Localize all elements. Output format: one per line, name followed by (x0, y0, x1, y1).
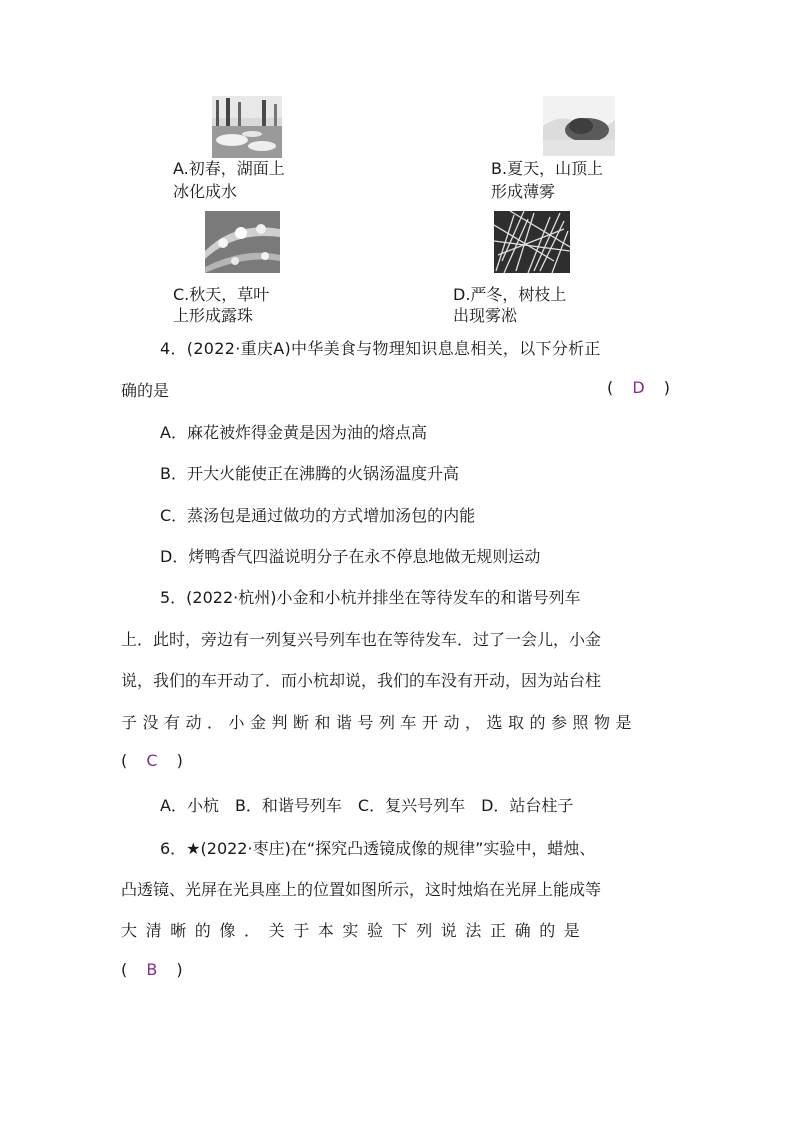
option-a-line1: A.初春，湖面上 (173, 159, 285, 178)
paren-close: ) (663, 378, 671, 397)
paren-close: ) (176, 960, 183, 979)
rime-branches-photo (494, 211, 570, 273)
paren-open: ( (121, 960, 128, 979)
q5-stem-line3: 说，我们的车开动了．而小杭却说，我们的车没有开动，因为站台柱 (121, 671, 602, 690)
q5-stem-line2: 上．此时，旁边有一列复兴号列车也在等待发车．过了一会儿，小金 (121, 630, 602, 649)
q4-answer: D (632, 378, 645, 397)
q6-stem-line1: 6．★(2022·枣庄)在“探究凸透镜成像的规律”实验中，蜡烛、 (160, 839, 596, 858)
lake-ice-photo (212, 96, 282, 158)
q4-stem-line2: 确的是 (121, 381, 170, 400)
paren-close: ) (176, 751, 183, 770)
q4-option-c: C．蒸汤包是通过做功的方式增加汤包的内能 (160, 506, 476, 525)
q6-stem-line3: 大清晰的像．关于本实验下列说法正确的是 (121, 921, 589, 940)
q4-option-a: A．麻花被炸得金黄是因为油的熔点高 (160, 423, 427, 442)
dew-grass-photo (205, 211, 280, 273)
option-b-line1: B.夏天，山顶上 (491, 159, 604, 178)
q6-stem-line2: 凸透镜、光屏在光具座上的位置如图所示，这时烛焰在光屏上能成等 (121, 880, 602, 899)
paren-open: ( (607, 378, 614, 397)
q5-answer-paren (121, 751, 183, 770)
q5-options: A．小杭 B．和谐号列车 C．复兴号列车 D．站台柱子 (160, 796, 574, 815)
mountain-fog-photo (543, 96, 615, 156)
q4-answer-paren (607, 378, 670, 397)
option-d-line2: 出现雾凇 (453, 306, 518, 325)
option-b-line2: 形成薄雾 (491, 182, 556, 201)
option-a-line2: 冰化成水 (173, 182, 238, 201)
q6-answer: B (146, 960, 158, 979)
q4-stem-line1: 4．(2022·重庆A)中华美食与物理知识息息相关，以下分析正 (160, 339, 601, 358)
q4-option-b: B．开大火能使正在沸腾的火锅汤温度升高 (160, 464, 459, 483)
option-c-line1: C.秋天，草叶 (173, 285, 270, 304)
q6-answer-paren (121, 960, 183, 979)
q5-stem-line1: 5．(2022·杭州)小金和小杭并排坐在等待发车的和谐号列车 (160, 588, 581, 607)
q5-answer: C (146, 751, 158, 770)
paren-open: ( (121, 751, 128, 770)
q5-stem-line4: 子没有动．小金判断和谐号列车开动，选取的参照物是 (121, 713, 638, 732)
option-c-line2: 上形成露珠 (173, 306, 254, 325)
option-d-line1: D.严冬，树枝上 (453, 285, 567, 304)
q4-option-d: D．烤鸭香气四溢说明分子在永不停息地做无规则运动 (160, 547, 541, 566)
